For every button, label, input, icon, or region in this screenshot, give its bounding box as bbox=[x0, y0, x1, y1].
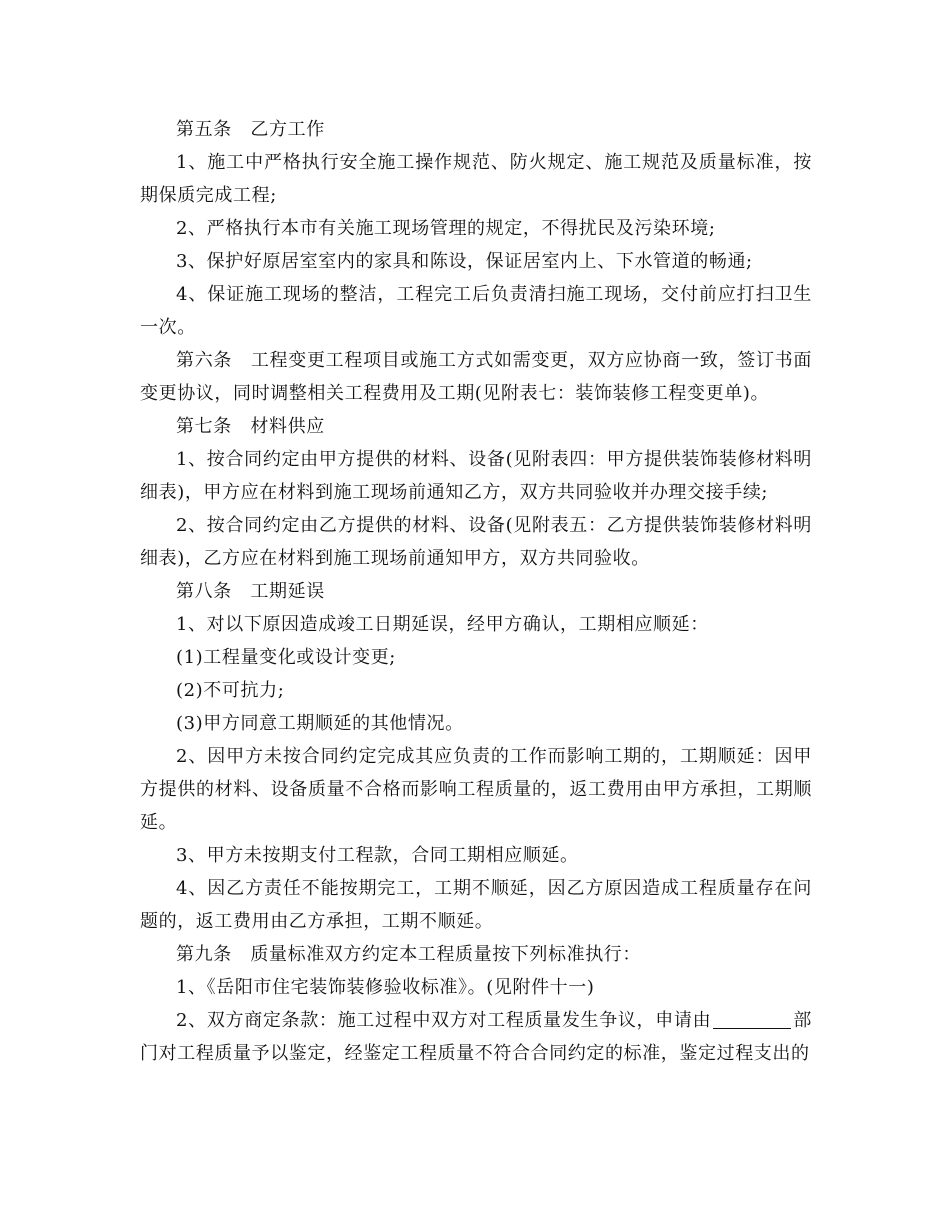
article-8-title: 第八条 工期延误 bbox=[176, 581, 325, 602]
article-8-item-3: 3、甲方未按期支付工程款，合同工期相应顺延。 bbox=[176, 845, 579, 866]
article-7-item-1: 1、按合同约定由甲方提供的材料、设备(见附表四：甲方提供装饰装修材料明细表)，甲方应在材料到施工现场前通知乙方，双方共同验收并办理交接手续; bbox=[140, 449, 812, 503]
article-8-item-1: 1、对以下原因造成竣工日期延误，经甲方确认，工期相应顺延： bbox=[176, 614, 709, 635]
article-5-title: 第五条 乙方工作 bbox=[176, 119, 325, 140]
article-9-item-2 bbox=[140, 1004, 812, 1070]
article-5-item-1: 1、施工中严格执行安全施工操作规范、防火规定、施工规范及质量标准，按期保质完成工程; bbox=[140, 152, 812, 206]
article-9-item-2-before-blank: 2、双方商定条款：施工过程中双方对工程质量发生争议，申请由 bbox=[176, 1010, 712, 1031]
article-7-title: 第七条 材料供应 bbox=[176, 416, 325, 437]
article-8-subitem-3: (3)甲方同意工期顺延的其他情况。 bbox=[176, 713, 464, 734]
article-6: 第六条 工程变更工程项目或施工方式如需变更，双方应协商一致，签订书面变更协议，同时调整相关工程费用及工期(见附表七：装饰装修工程变更单)。 bbox=[140, 350, 812, 404]
article-8-subitem-1: (1)工程量变化或设计变更; bbox=[176, 647, 396, 668]
article-8-item-4: 4、因乙方责任不能按期完工，工期不顺延，因乙方原因造成工程质量存在问题的，返工费用由乙方承担，工期不顺延。 bbox=[140, 878, 812, 932]
article-5-item-2: 2、严格执行本市有关施工现场管理的规定，不得扰民及污染环境; bbox=[176, 218, 716, 239]
article-8-subitem-2: (2)不可抗力; bbox=[176, 680, 285, 701]
article-9-item-2-after-blank: 部门对工程质量予以鉴定，经鉴定工程质量不符合合同约定的标准，鉴定过程支出的 bbox=[140, 1010, 812, 1064]
article-5-item-4: 4、保证施工现场的整洁，工程完工后负责清扫施工现场，交付前应打扫卫生一次。 bbox=[140, 284, 812, 338]
article-9-item-1: 1、《岳阳市住宅装饰装修验收标准》。(见附件十一) bbox=[176, 977, 595, 998]
article-7-item-2: 2、按合同约定由乙方提供的材料、设备(见附表五：乙方提供装饰装修材料明细表)，乙方应在材料到施工现场前通知甲方，双方共同验收。 bbox=[140, 515, 812, 569]
article-8-item-2: 2、因甲方未按合同约定完成其应负责的工作而影响工期的，工期顺延：因甲方提供的材料、设备质量不合格而影响工程质量的，返工费用由甲方承担，工期顺延。 bbox=[140, 746, 812, 833]
article-9-title: 第九条 质量标准双方约定本工程质量按下列标准执行： bbox=[176, 944, 641, 965]
article-5-item-3: 3、保护好原居室室内的家具和陈设，保证居室内上、下水管道的畅通; bbox=[176, 251, 753, 272]
fill-in-blank bbox=[713, 1010, 791, 1029]
